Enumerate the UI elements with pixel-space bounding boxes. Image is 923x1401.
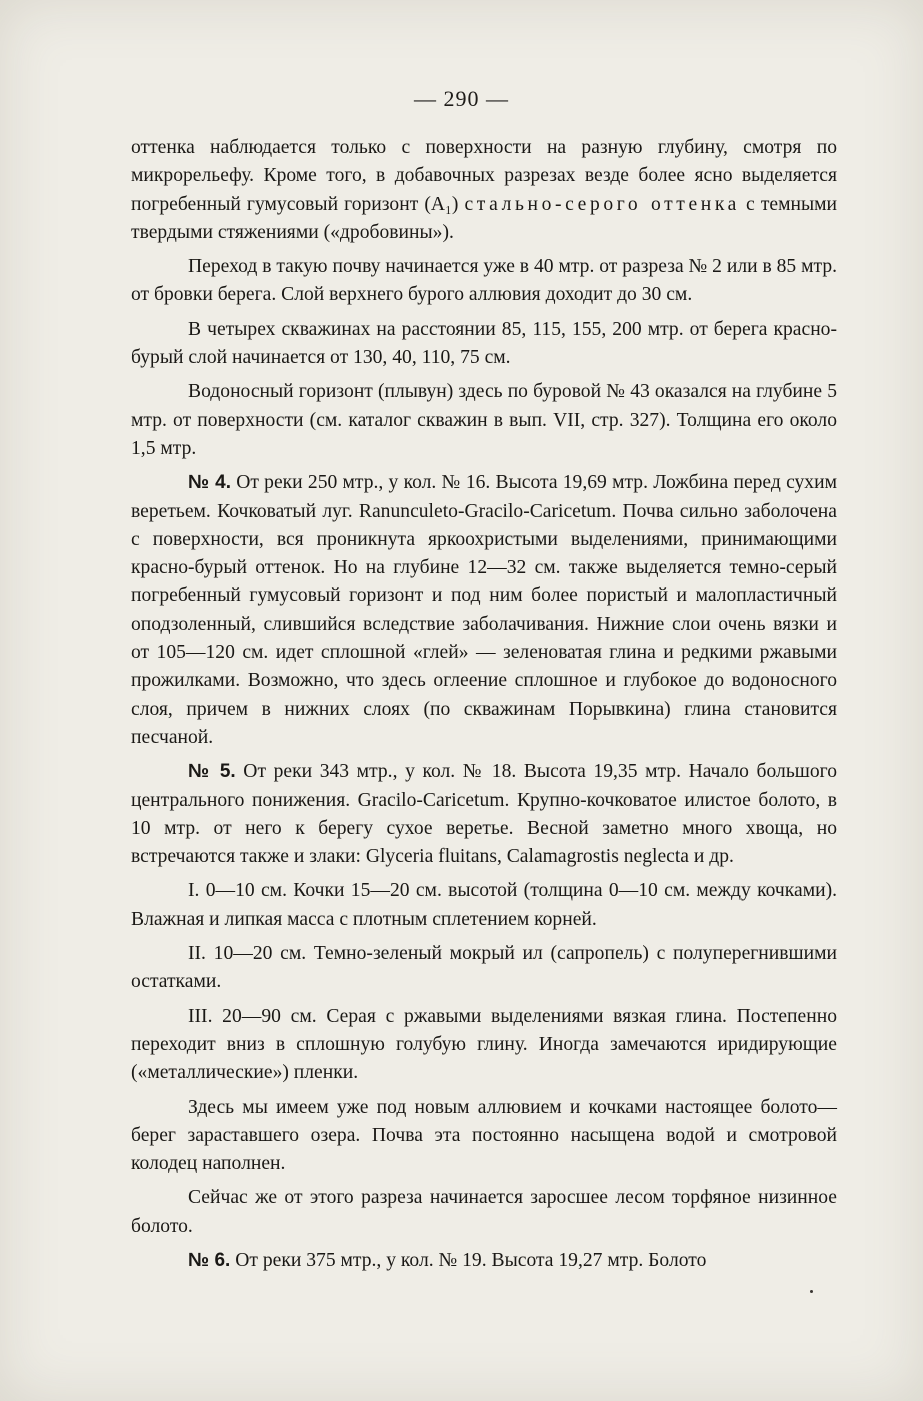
section-paragraph-6	[131, 1247, 837, 1275]
section-paragraph-4	[131, 469, 837, 752]
paragraph-continuation	[131, 134, 837, 247]
paragraph-text: оттенка наблюдается только с поверхности на разную глубину, смотря по микрорельефу. Кроме того, в добавочных разрезах везде более ясно выделяется погребенный гумусовый горизонт (A₁)	[131, 137, 837, 215]
section-paragraph-5	[131, 758, 837, 871]
paragraph-text: От реки 343 мтр., у кол. № 18. Высота 19,35 мтр. Начало большого центрального понижения. Gracilo-Caricetum. Крупно-кочковатое илистое болото, в 10 мтр. от него к берегу сухое веретье. Весной заметно много хвоща, но встречаются также и злаки: Glyceria fluitans, Calamagrostis neglecta и др.	[131, 761, 837, 868]
section-number: № 5.	[188, 761, 236, 783]
paragraph-text: с темными твердыми стяжениями («дробовины»).	[131, 193, 838, 243]
section-number: № 6.	[188, 1249, 231, 1271]
body-text	[131, 134, 837, 1281]
paragraph-text: От реки 250 мтр., у кол. № 16. Высота 19,69 мтр. Ложбина перед сухим веретьем. Кочковатый луг. Ranunculeto-Gracilo-Caricetum. Почва сильно заболочена с поверхности, вся проникнута яркоохристыми выделениями, принимающими красно-бурый оттенок. Но на глубине 12—32 см. также выделяется темно-серый погребенный гумусовый горизонт и под ним более пористый и малопластичный оподзоленный, слившийся вследствие заболачивания. Нижние слои очень вязки и от 105—120 см. идет сплошной «глей» — зеленоватая глина и редкими ржавыми прожилками. Возможно, что здесь оглеение сплошное и глубокое до водоносного слоя, причем в нижних слоях (по скважинам Порывкина) глина становится песчаной.	[131, 472, 837, 748]
horizon-paragraph: I. 0—10 см. Кочки 15—20 см. высотой (толщина 0—10 см. между кочками). Влажная и липкая масса с плотным сплетением корней.	[131, 880, 837, 930]
spaced-emphasis-text: стально-серого оттенка	[464, 193, 740, 215]
print-speck	[810, 1290, 813, 1293]
paragraph: Водоносный горизонт (плывун) здесь по буровой № 43 оказался на глубине 5 мтр. от поверхности (см. каталог скважин в вып. VII, стр. 327). Толщина его около 1,5 мтр.	[131, 381, 837, 459]
paragraph: В четырех скважинах на расстоянии 85, 115, 155, 200 мтр. от берега красно-бурый слой начинается от 130, 40, 110, 75 см.	[131, 318, 837, 369]
page-number: — 290 —	[414, 86, 509, 111]
paragraph: Здесь мы имеем уже под новым аллювием и кочками настоящее болото—берег зараставшего озера. Почва эта постоянно насыщена водой и смотровой колодец наполнен.	[131, 1096, 837, 1175]
horizon-paragraph: III. 20—90 см. Серая с ржавыми выделениями вязкая глина. Постепенно переходит вниз в сплошную голубую глину. Иногда замечаются иридирующие («металлические») пленки.	[131, 1005, 837, 1084]
paragraph-text: От реки 375 мтр., у кол. № 19. Высота 19,27 мтр. Болото	[230, 1249, 707, 1271]
section-number: № 4.	[188, 472, 231, 494]
paragraph: Переход в такую почву начинается уже в 40 мтр. от разреза № 2 или в 85 мтр. от бровки берега. Слой верхнего бурого аллювия доходит до 30 см.	[131, 256, 838, 306]
paragraph: Сейчас же от этого разреза начинается заросшее лесом торфяное низинное болото.	[131, 1187, 837, 1237]
horizon-paragraph: II. 10—20 см. Темно-зеленый мокрый ил (сапропель) с полуперегнившими остатками.	[131, 943, 837, 993]
